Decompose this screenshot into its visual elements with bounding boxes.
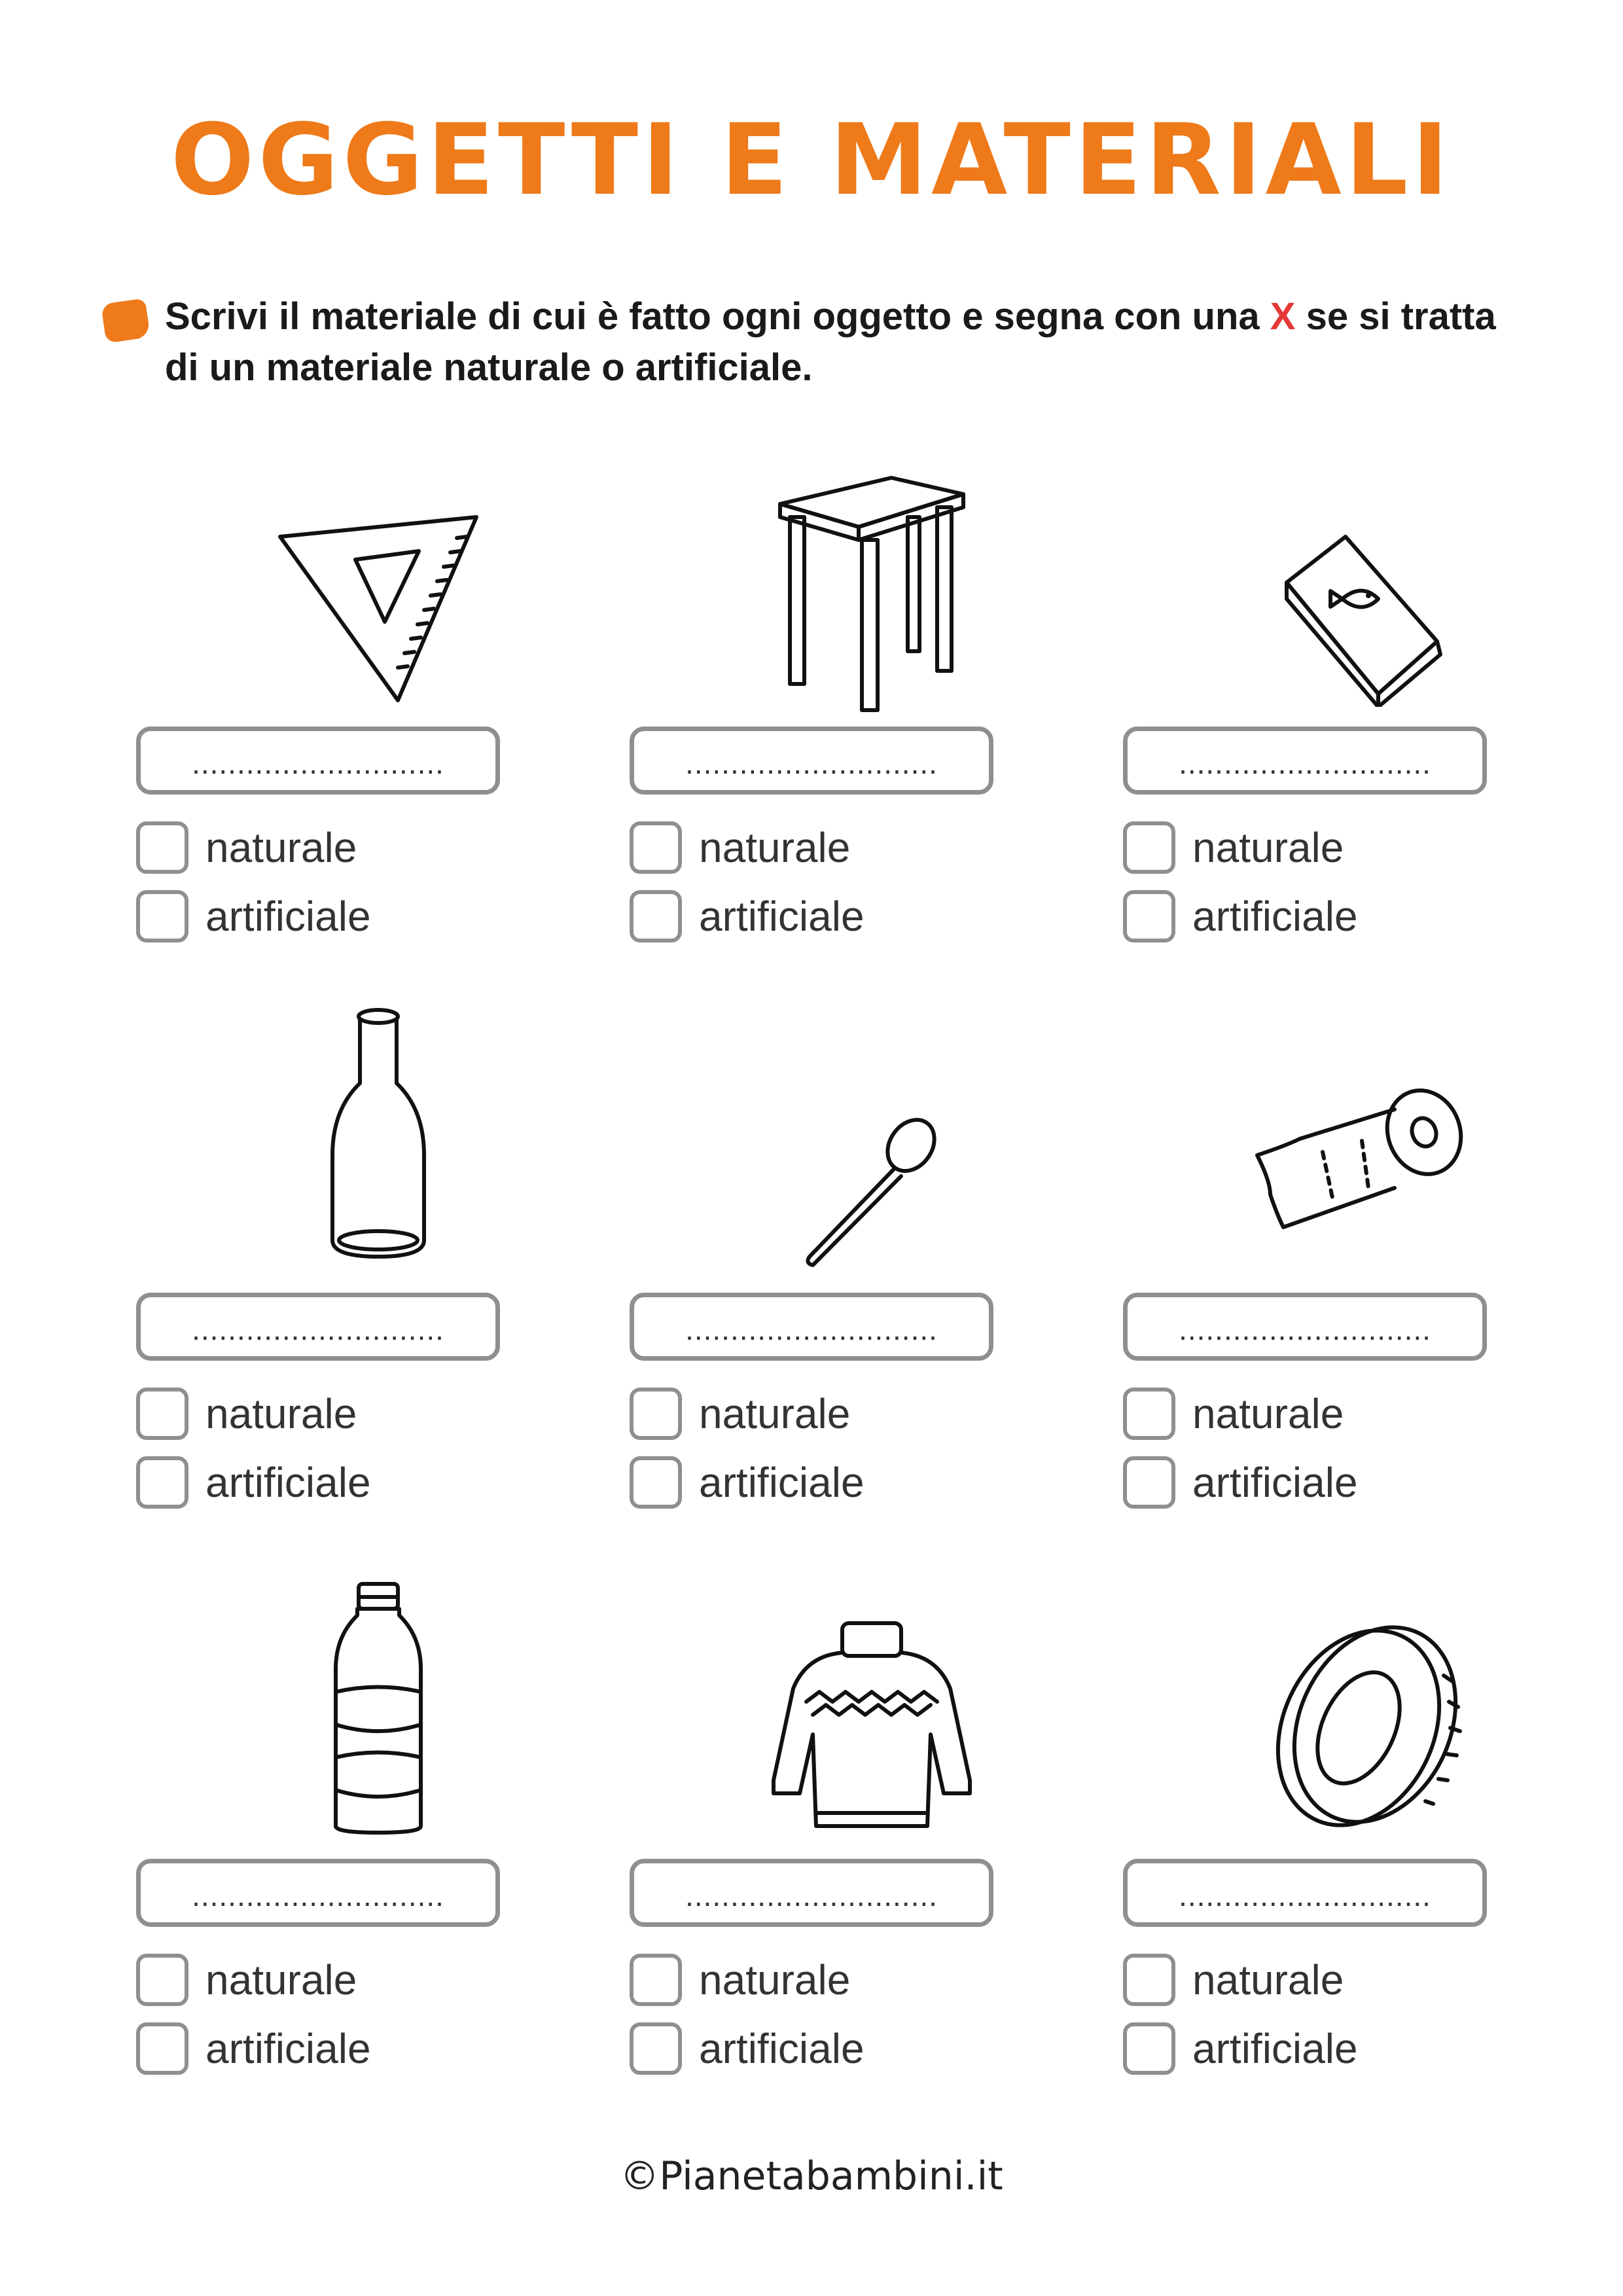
checkbox[interactable] — [630, 821, 682, 874]
item-card-plastic-bottle — [136, 1590, 620, 2114]
checkbox[interactable] — [630, 2022, 682, 2075]
option-artificiale[interactable] — [630, 890, 1022, 946]
option-artificiale[interactable] — [136, 1456, 529, 1513]
checkbox[interactable] — [1123, 890, 1175, 942]
option-naturale[interactable] — [1123, 1388, 1516, 1444]
instruction-text — [165, 291, 1539, 393]
answer-field[interactable]: ............................ — [1123, 726, 1487, 795]
item-card-tire — [1123, 1590, 1607, 2114]
page-title: OGGETTI E MATERIALI — [170, 103, 1453, 217]
option-label: naturale — [205, 1956, 357, 2003]
tire-icon — [1123, 1590, 1607, 1852]
answer-field[interactable]: ............................ — [1123, 1293, 1487, 1361]
answer-field[interactable]: ............................ — [136, 726, 500, 795]
option-artificiale[interactable] — [136, 890, 529, 946]
answer-field[interactable]: ............................ — [136, 1859, 500, 1927]
option-artificiale[interactable] — [1123, 1456, 1516, 1513]
checkbox[interactable] — [1123, 1954, 1175, 2006]
checkbox[interactable] — [1123, 2022, 1175, 2075]
instruction-x-mark: X — [1270, 295, 1296, 338]
checkbox[interactable] — [136, 2022, 188, 2075]
item-card-stool — [630, 458, 1114, 982]
option-label: naturale — [699, 824, 851, 871]
option-label: artificiale — [699, 893, 865, 940]
bullet-icon — [101, 298, 151, 344]
option-label: naturale — [1192, 824, 1344, 871]
instruction-part-2: se si tratta di un materiale naturale o artificiale. — [165, 295, 1496, 389]
option-label: artificiale — [205, 893, 371, 940]
option-label: naturale — [1192, 1390, 1344, 1437]
answer-field[interactable]: ............................ — [630, 726, 993, 795]
option-naturale[interactable] — [136, 1954, 529, 2010]
option-label: artificiale — [1192, 2025, 1358, 2072]
option-artificiale[interactable] — [630, 2022, 1022, 2079]
item-card-sweater — [630, 1590, 1114, 2114]
item-card-glass-bottle — [136, 1024, 620, 1548]
sweater-icon — [630, 1590, 1114, 1852]
option-label: artificiale — [205, 2025, 371, 2072]
glass-bottle-icon — [136, 1024, 620, 1286]
checkbox[interactable] — [136, 821, 188, 874]
plastic-bottle-icon — [136, 1590, 620, 1852]
option-label: artificiale — [1192, 1459, 1358, 1506]
checkbox[interactable] — [1123, 1388, 1175, 1440]
answer-field[interactable]: ............................ — [136, 1293, 500, 1361]
checkbox[interactable] — [136, 1388, 188, 1440]
answer-field[interactable]: ............................ — [630, 1859, 993, 1927]
checkbox[interactable] — [136, 1954, 188, 2006]
item-card-triangle-ruler — [136, 458, 620, 982]
checkbox[interactable] — [136, 1456, 188, 1509]
checkbox[interactable] — [630, 1954, 682, 2006]
item-card-toilet-paper — [1123, 1024, 1607, 1548]
checkbox[interactable] — [630, 1388, 682, 1440]
spoon-icon — [630, 1024, 1114, 1286]
option-naturale[interactable] — [1123, 821, 1516, 878]
option-artificiale[interactable] — [1123, 890, 1516, 946]
option-label: artificiale — [699, 1459, 865, 1506]
option-naturale[interactable] — [136, 1388, 529, 1444]
option-label: naturale — [205, 824, 357, 871]
toilet-paper-icon — [1123, 1024, 1607, 1286]
checkbox[interactable] — [1123, 1456, 1175, 1509]
option-naturale[interactable] — [630, 1954, 1022, 2010]
option-naturale[interactable] — [136, 821, 529, 878]
option-naturale[interactable] — [1123, 1954, 1516, 2010]
option-label: naturale — [699, 1390, 851, 1437]
checkbox[interactable] — [630, 890, 682, 942]
footer-copyright: ©Pianetabambini.it — [620, 2153, 1003, 2199]
answer-field[interactable]: ............................ — [1123, 1859, 1487, 1927]
stool-icon — [630, 458, 1114, 720]
book-icon — [1123, 458, 1607, 720]
option-label: artificiale — [699, 2025, 865, 2072]
checkbox[interactable] — [630, 1456, 682, 1509]
option-naturale[interactable] — [630, 1388, 1022, 1444]
option-label: artificiale — [205, 1459, 371, 1506]
option-artificiale[interactable] — [630, 1456, 1022, 1513]
checkbox[interactable] — [1123, 821, 1175, 874]
option-artificiale[interactable] — [1123, 2022, 1516, 2079]
option-label: naturale — [205, 1390, 357, 1437]
option-label: artificiale — [1192, 893, 1358, 940]
option-label: naturale — [699, 1956, 851, 2003]
triangle-ruler-icon — [136, 458, 620, 720]
item-card-spoon — [630, 1024, 1114, 1548]
instruction-part-1: Scrivi il materiale di cui è fatto ogni oggetto e segna con una — [165, 295, 1270, 338]
option-naturale[interactable] — [630, 821, 1022, 878]
option-artificiale[interactable] — [136, 2022, 529, 2079]
checkbox[interactable] — [136, 890, 188, 942]
option-label: naturale — [1192, 1956, 1344, 2003]
answer-field[interactable]: ............................ — [630, 1293, 993, 1361]
item-card-book — [1123, 458, 1607, 982]
